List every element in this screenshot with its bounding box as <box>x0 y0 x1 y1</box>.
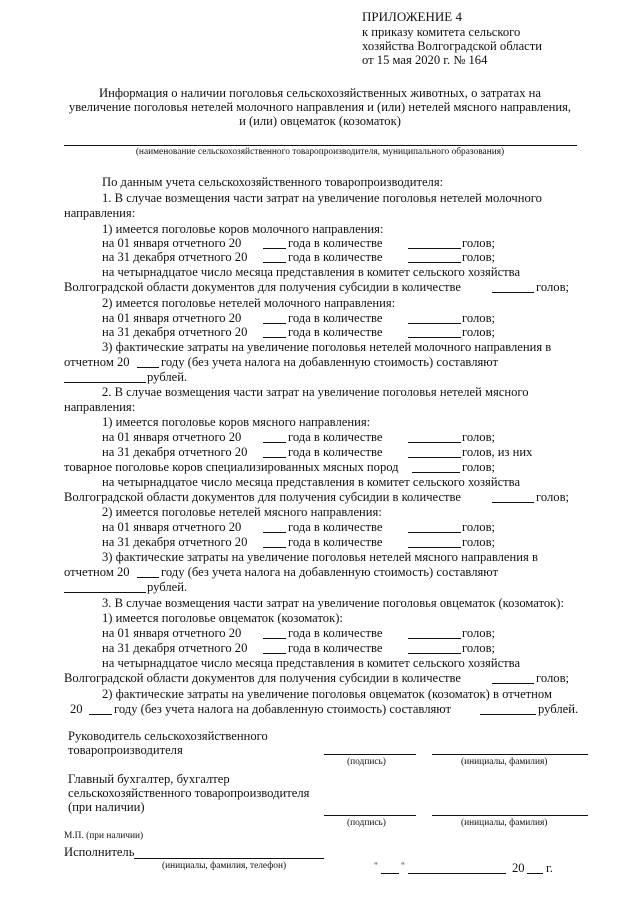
document-title: и (или) овцематок (козоматок) <box>239 114 401 128</box>
qty-label: года в количестве <box>288 641 383 655</box>
qty-label: года в количестве <box>288 430 383 444</box>
quantity-field[interactable] <box>408 441 461 443</box>
qty-label: года в количестве <box>288 626 383 640</box>
year-field[interactable] <box>263 456 286 458</box>
executor-caption: (инициалы, фамилия, телефон) <box>162 861 287 871</box>
year-field[interactable] <box>263 652 286 654</box>
year-field[interactable] <box>263 531 286 533</box>
year-prefix: 20 <box>70 702 83 716</box>
dec-label: на 31 декабря отчетного 20 <box>102 325 248 339</box>
section1-item2: 2) имеется поголовье нетелей молочного направления: <box>102 296 396 310</box>
rub-label: рублей. <box>147 370 188 384</box>
quantity-field[interactable] <box>408 637 461 639</box>
section1-item3: 3) фактические затраты на увеличение поголовья нетелей молочного направления в <box>102 340 552 354</box>
fourteenth-text: на четырнадцатое число месяца представления в комитет сельского хозяйства <box>102 475 521 489</box>
year-field[interactable] <box>263 546 286 548</box>
quantity-field[interactable] <box>408 336 461 338</box>
heads-label: голов, из них <box>462 445 533 459</box>
qty-label: года в количестве <box>288 535 383 549</box>
vat-text: году (без учета налога на добавленную стоимость) составляют <box>161 565 499 579</box>
stamp-label: М.П. (при наличии) <box>64 831 144 841</box>
quantity-field[interactable] <box>492 682 534 684</box>
amount-field[interactable] <box>480 713 536 715</box>
date-day-field[interactable] <box>381 872 399 874</box>
section2-item1: 1) имеется поголовье коров мясного направления: <box>102 415 371 429</box>
rub-label: рублей. <box>147 580 188 594</box>
quantity-field[interactable] <box>492 291 534 293</box>
reporting-label: отчетном 20 <box>64 565 130 579</box>
date-year-suffix: г. <box>546 861 553 875</box>
section3-item2: 2) фактические затраты на увеличение поголовья овцематок (козоматок) в отчетном <box>102 687 552 701</box>
rub-label: рублей. <box>538 702 579 716</box>
reporting-label: отчетном 20 <box>64 355 130 369</box>
head-name-line[interactable] <box>432 754 588 755</box>
heads-label: голов; <box>536 490 570 504</box>
date-year-prefix: 20 <box>512 861 525 875</box>
accountant-title: (при наличии) <box>68 800 145 814</box>
year-field[interactable] <box>263 637 286 639</box>
name-caption: (инициалы, фамилия) <box>461 757 548 767</box>
qty-label: года в количестве <box>288 250 383 264</box>
heads-label: голов; <box>462 236 496 250</box>
year-field[interactable] <box>263 247 286 249</box>
qty-label: года в количестве <box>288 445 383 459</box>
jan-label: на 01 января отчетного 20 <box>102 520 242 534</box>
quantity-field[interactable] <box>408 247 461 249</box>
jan-label: на 01 января отчетного 20 <box>102 311 242 325</box>
qty-label: года в количестве <box>288 311 383 325</box>
dec-label: на 31 декабря отчетного 20 <box>102 535 248 549</box>
quantity-field[interactable] <box>408 652 461 654</box>
year-field[interactable] <box>263 336 286 338</box>
heads-label: голов; <box>462 250 496 264</box>
qty-label: года в количестве <box>288 236 383 250</box>
executor-label: Исполнитель <box>64 845 135 859</box>
section3-title: 3. В случае возмещения части затрат на увеличение поголовья овцематок (козоматок): <box>102 596 564 610</box>
signature-caption: (подпись) <box>347 818 386 828</box>
dec-label: на 31 декабря отчетного 20 <box>102 641 248 655</box>
year-field[interactable] <box>263 441 286 443</box>
heads-label: голов; <box>462 520 496 534</box>
year-field[interactable] <box>89 713 112 715</box>
accountant-title: сельскохозяйственного товаропроизводителя <box>68 786 310 800</box>
document-title: Информация о наличии поголовья сельскохозяйственных животных, о затратах на <box>98 86 542 100</box>
date-year-field[interactable] <box>527 872 543 874</box>
date-quote-close: " <box>401 862 405 872</box>
region-docs-text: Волгоградской области документов для получения субсидии в количестве <box>64 671 462 685</box>
section1-item1: 1) имеется поголовье коров молочного направления: <box>102 222 384 236</box>
year-field[interactable] <box>137 576 159 578</box>
head-signature-line[interactable] <box>324 754 416 755</box>
vat-text: году (без учета налога на добавленную стоимость) составляют <box>161 355 499 369</box>
fourteenth-text: на четырнадцатое число месяца представления в комитет сельского хозяйства <box>102 656 521 670</box>
year-field[interactable] <box>137 366 159 368</box>
quantity-field[interactable] <box>408 261 461 263</box>
accountant-name-line[interactable] <box>432 815 588 816</box>
section3-item1: 1) имеется поголовье овцематок (козоматок): <box>102 611 343 625</box>
name-caption: (инициалы, фамилия) <box>461 818 548 828</box>
quantity-field[interactable] <box>492 501 534 503</box>
heads-label: голов; <box>462 535 496 549</box>
section2-item3: 3) фактические затраты на увеличение поголовья нетелей мясного направления в <box>102 550 538 564</box>
section1-title: направления: <box>64 206 136 220</box>
header-line: хозяйства Волгоградской области <box>362 39 543 53</box>
quantity-field[interactable] <box>408 531 461 533</box>
quantity-field[interactable] <box>408 456 461 458</box>
signature-caption: (подпись) <box>347 757 386 767</box>
year-field[interactable] <box>263 322 286 324</box>
date-month-field[interactable] <box>408 872 506 874</box>
section1-title: 1. В случае возмещения части затрат на увеличение поголовья нетелей молочного <box>102 191 542 205</box>
heads-label: голов; <box>462 460 496 474</box>
heads-label: голов; <box>462 430 496 444</box>
head-title: Руководитель сельскохозяйственного <box>68 729 268 743</box>
header-line: к приказу комитета сельского <box>362 25 521 39</box>
header-line: от 15 мая 2020 г. № 164 <box>362 53 488 67</box>
heads-label: голов; <box>536 671 570 685</box>
heads-label: голов; <box>462 311 496 325</box>
accountant-title: Главный бухгалтер, бухгалтер <box>68 772 230 786</box>
quantity-field[interactable] <box>412 471 460 473</box>
qty-label: года в количестве <box>288 520 383 534</box>
heads-label: голов; <box>536 280 570 294</box>
section2-item2: 2) имеется поголовье нетелей мясного направления: <box>102 505 382 519</box>
fourteenth-text: на четырнадцатое число месяца представления в комитет сельского хозяйства <box>102 265 521 279</box>
dec-label: на 31 декабря отчетного 20 <box>102 445 248 459</box>
accountant-signature-line[interactable] <box>324 815 416 816</box>
name-line[interactable] <box>64 145 577 146</box>
jan-label: на 01 января отчетного 20 <box>102 626 242 640</box>
quantity-field[interactable] <box>408 322 461 324</box>
quantity-field[interactable] <box>408 546 461 548</box>
dec-label: на 31 декабря отчетного 20 <box>102 250 248 264</box>
jan-label: на 01 января отчетного 20 <box>102 236 242 250</box>
amount-field[interactable] <box>64 381 146 383</box>
heads-label: голов; <box>462 325 496 339</box>
section2-title: 2. В случае возмещения части затрат на увеличение поголовья нетелей мясного <box>102 385 529 399</box>
document-title: увеличение поголовья нетелей молочного направления и (или) нетелей мясного направления, <box>68 100 572 114</box>
date-quote-open: " <box>374 862 378 872</box>
appendix-label: ПРИЛОЖЕНИЕ 4 <box>362 9 462 24</box>
section2-title: направления: <box>64 400 136 414</box>
head-title: товаропроизводителя <box>68 743 183 757</box>
jan-label: на 01 января отчетного 20 <box>102 430 242 444</box>
heads-label: голов; <box>462 626 496 640</box>
vat-text: году (без учета налога на добавленную стоимость) составляют <box>114 702 452 716</box>
name-caption: (наименование сельскохозяйственного товаропроизводителя, муниципального образования) <box>135 147 505 157</box>
region-docs-text: Волгоградской области документов для получения субсидии в количестве <box>64 280 462 294</box>
executor-line[interactable] <box>134 858 324 859</box>
intro-text: По данным учета сельскохозяйственного товаропроизводителя: <box>102 175 444 189</box>
amount-field[interactable] <box>64 591 146 593</box>
year-field[interactable] <box>263 261 286 263</box>
qty-label: года в количестве <box>288 325 383 339</box>
heads-label: голов; <box>462 641 496 655</box>
specialized-text: товарное поголовье коров специализированных мясных пород <box>64 460 399 474</box>
region-docs-text: Волгоградской области документов для получения субсидии в количестве <box>64 490 462 504</box>
